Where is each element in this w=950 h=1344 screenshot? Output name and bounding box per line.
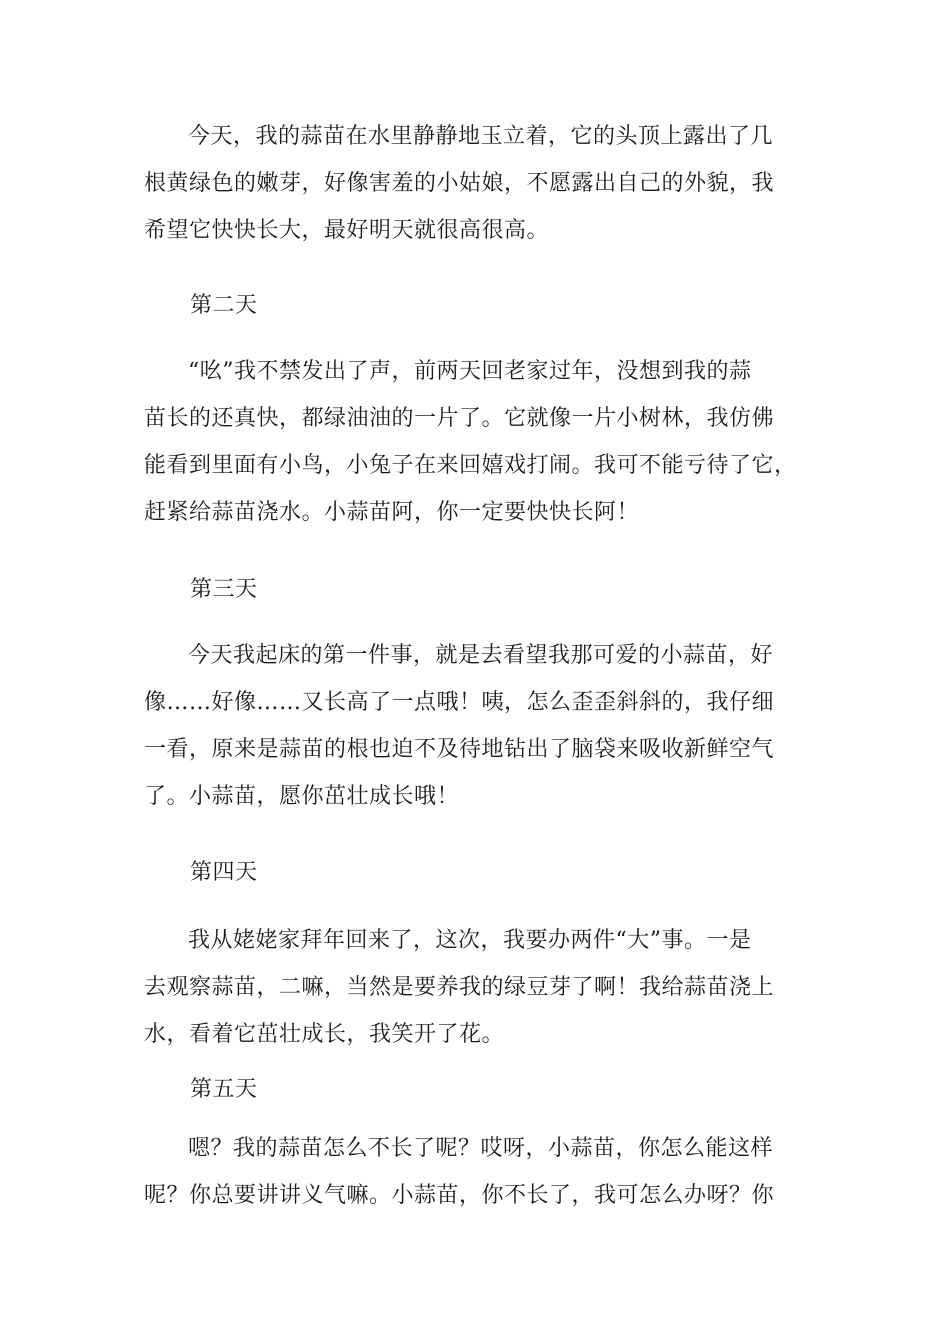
day-heading-3: 第三天 (190, 577, 258, 602)
paragraph-4 (144, 917, 810, 1058)
paragraph-line: 像……好像……又长高了一点哦！咦，怎么歪歪斜斜的，我仔细 (144, 690, 775, 715)
paragraph-line: 一看，原来是蒜苗的根也迫不及待地钻出了脑袋来吸收新鲜空气 (144, 737, 775, 762)
day-heading-5: 第五天 (190, 1077, 258, 1102)
paragraph-line: 我从姥姥家拜年回来了，这次，我要办两件“大”事。一是 (188, 928, 752, 953)
paragraph-line: 赶紧给蒜苗浇水。小蒜苗阿，你一定要快快长阿！ (144, 500, 640, 525)
paragraph-1 (144, 113, 810, 254)
paragraph-line: 能看到里面有小鸟，小兔子在来回嬉戏打闹。我可不能亏待了它， (144, 453, 797, 478)
paragraph-line: 去观察蒜苗，二嘛，当然是要养我的绿豆芽了啊！我给蒜苗浇上 (144, 975, 775, 1000)
paragraph-line: 呢？你总要讲讲义气嘛。小蒜苗，你不长了，我可怎么办呀？你 (144, 1183, 775, 1208)
paragraph-line: 苗长的还真快，都绿油油的一片了。它就像一片小树林，我仿佛 (144, 406, 775, 431)
paragraph-line: 今天我起床的第一件事，就是去看望我那可爱的小蒜苗，好 (188, 643, 774, 668)
paragraph-2 (144, 348, 810, 536)
paragraph-line: 了。小蒜苗，愿你茁壮成长哦！ (144, 784, 460, 809)
paragraph-line: 根黄绿色的嫩芽，好像害羞的小姑娘，不愿露出自己的外貌，我 (144, 171, 775, 196)
paragraph-line: 今天，我的蒜苗在水里静静地玉立着，它的头顶上露出了几 (188, 124, 774, 149)
day-heading-4: 第四天 (190, 860, 258, 885)
paragraph-line: 嗯？我的蒜苗怎么不长了呢？哎呀，小蒜苗，你怎么能这样 (188, 1136, 774, 1161)
day-heading-2: 第二天 (190, 293, 258, 318)
paragraph-line: 希望它快快长大，最好明天就很高很高。 (144, 218, 550, 243)
paragraph-3 (144, 632, 810, 820)
paragraph-line: “吆”我不禁发出了声，前两天回老家过年，没想到我的蒜 (188, 359, 752, 384)
paragraph-5 (144, 1125, 810, 1219)
paragraph-line: 水，看着它茁壮成长，我笑开了花。 (144, 1022, 505, 1047)
